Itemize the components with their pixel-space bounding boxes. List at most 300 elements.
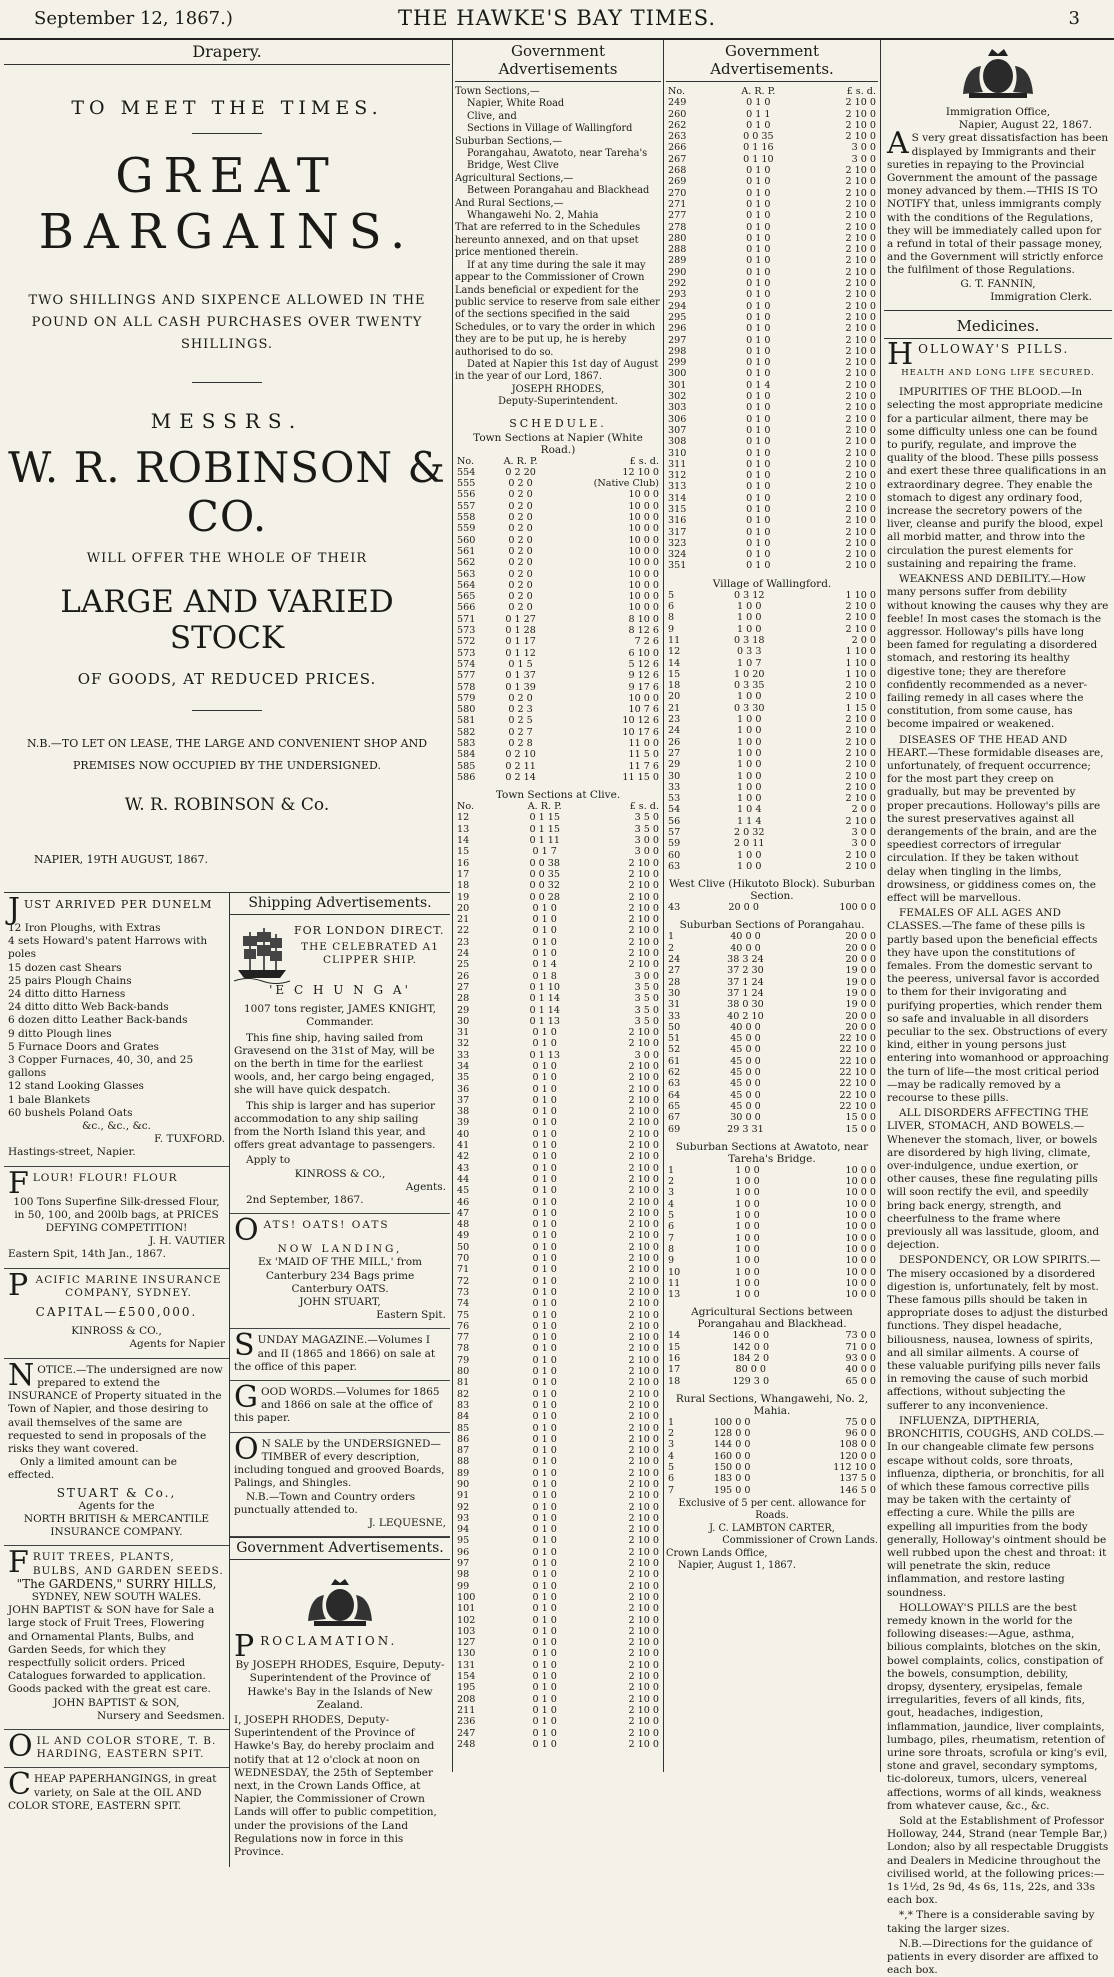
table-cell: 2 10 0: [628, 1490, 659, 1502]
column-government-1: [455, 40, 661, 1772]
table-row: [455, 1050, 661, 1061]
notice-body: NOTICE.—The undersigned are now prepared to extend the INSURANCE of Property situated in the Town of Napier, and those desiring to avail themselves of the same are requested to send in proposals of the risks they want covered.: [8, 1357, 223, 1455]
table-cell: 307: [668, 424, 687, 436]
table-cell: 195 0 0: [713, 1484, 751, 1496]
table-row: [455, 846, 661, 857]
table-row: [455, 704, 661, 715]
table-cell: 30: [457, 1015, 470, 1027]
table-cell: 1 0 0: [735, 1176, 760, 1188]
table-row: [455, 835, 661, 846]
table-cell: 2 10 0: [628, 1162, 659, 1174]
table-cell: 37 1 24: [727, 987, 764, 999]
table-cell: 50: [457, 1241, 470, 1253]
table-row: [666, 931, 878, 942]
table-cell: 0 1 0: [532, 1399, 557, 1411]
table-cell: 0 1 0: [746, 537, 771, 549]
nb-to-let: N.B.—TO LET ON LEASE, THE LARGE AND CONVENIENT SHOP AND PREMISES NOW OCCUPIED BY THE UNDERSIGNED.: [26, 737, 428, 772]
table-row: [455, 1468, 661, 1479]
proclamation-by: By JOSEPH RHODES, Esquire, Deputy-Superintendent of the Province of Hawke's Bay in the Islands of New Zealand.: [235, 1659, 445, 1711]
table-row: [455, 512, 661, 523]
table-row: [455, 959, 661, 970]
table-cell: 3 5 0: [634, 812, 659, 824]
table-cell: 96 0 0: [845, 1428, 876, 1440]
table-cell: 0 1 37: [505, 670, 536, 682]
table-row: [666, 943, 878, 954]
table-cell: 0 1 0: [532, 1648, 557, 1660]
table-cell: 146 5 0: [839, 1484, 876, 1496]
table-cell: 0 2 0: [508, 534, 533, 546]
table-cell: 0 1 0: [532, 1512, 557, 1524]
table-cell: 290: [668, 266, 687, 278]
table-cell: 2 10 0: [845, 503, 876, 515]
table-row: [455, 1343, 661, 1354]
table-row: [666, 965, 878, 976]
table-cell: 22 10 0: [839, 1055, 876, 1067]
table-cell: 583: [457, 737, 476, 749]
table-cell: 67: [668, 1112, 681, 1124]
table-cell: 40 0 0: [730, 942, 761, 954]
table-cell: 266: [668, 142, 687, 154]
table-cell: 2 10 0: [628, 868, 659, 880]
table-cell: 579: [457, 692, 476, 704]
table-cell: 2 10 0: [628, 925, 659, 937]
table-row: [455, 1490, 661, 1501]
table-cell: 85: [457, 1422, 470, 1434]
table-cell: 80: [457, 1366, 470, 1378]
agricultural-table: [666, 1330, 878, 1386]
table-cell: 0 2 0: [508, 545, 533, 557]
table-cell: 2 10 0: [628, 1456, 659, 1468]
table-row: [666, 560, 878, 571]
table-cell: 0 1 0: [746, 176, 771, 188]
table-cell: 2 10 0: [845, 492, 876, 504]
table-cell: 37 2 30: [727, 965, 764, 977]
table-cell: 22 10 0: [839, 1100, 876, 1112]
table-cell: 31: [457, 1027, 470, 1039]
intro-body-2: If at any time during the sale it may appear to the Commissioner of Crown Lands beneficial or expedient for the public service to reserve from sale either of the sections specified in the said Schedules, or to vary the order in which they are to be put up, he is hereby authorised to do so.: [455, 259, 660, 358]
table-cell: 8: [668, 612, 675, 624]
table-row: [455, 659, 661, 670]
col-no: No.: [457, 801, 475, 813]
table-cell: 0 3 35: [733, 680, 765, 692]
immigration-office: Immigration Office,: [945, 106, 1051, 118]
table-row: [455, 858, 661, 869]
column-rule: [452, 40, 453, 1772]
table-cell: 48: [457, 1219, 470, 1231]
table-cell: 0 1 0: [746, 221, 771, 233]
table-cell: 1: [668, 1164, 675, 1176]
table-cell: 0 1 0: [746, 402, 771, 414]
list-item: 4 sets Howard's patent Harrows with poles: [8, 935, 208, 961]
col-price: £ s. d.: [629, 455, 659, 467]
table-cell: 2 10 0: [845, 255, 876, 267]
porangahau-title: Suburban Sections of Porangahau.: [679, 919, 865, 932]
fruit-trade: Nursery and Seedsmen.: [97, 1709, 225, 1722]
table-cell: 0 0 32: [529, 880, 560, 892]
fruit-signature: JOHN BAPTIST & SON,: [53, 1696, 180, 1709]
table-cell: 2 10 0: [845, 300, 876, 312]
table-cell: 1 0 0: [735, 1198, 760, 1210]
table-cell: 0 1 12: [505, 647, 536, 659]
table-cell: 2 10 0: [845, 770, 876, 782]
section-heading-government-continued: Government Advertisements.: [666, 40, 878, 82]
table-cell: 112 10 0: [833, 1462, 876, 1474]
table-cell: 2 10 0: [628, 1253, 659, 1265]
table-cell: 2 10 0: [628, 1185, 659, 1197]
subcolumn-right: [230, 893, 450, 1867]
table-cell: 10 0 0: [845, 1221, 876, 1233]
table-cell: 4: [668, 1450, 675, 1462]
sunday-magazine-ad: SUNDAY MAGAZINE.—Volumes I and II (1865 and 1866) on sale at the office of this paper.: [230, 1329, 450, 1381]
table-cell: 33: [457, 1049, 470, 1061]
table-cell: 2 10 0: [845, 334, 876, 346]
table-cell: 2 10 0: [628, 1061, 659, 1072]
table-cell: 2 10 0: [628, 1027, 659, 1039]
col-price: £ s. d.: [629, 801, 659, 813]
table-row: [455, 1163, 661, 1174]
table-cell: 0 1 0: [532, 948, 557, 960]
table-row: [666, 1473, 878, 1484]
table-cell: 11 5 0: [628, 749, 659, 761]
medicine-paragraph: N.B.—Directions for the guidance of patients in every disorder are affixed to each box.: [887, 1937, 1099, 1977]
table-cell: 65 0 0: [845, 1375, 876, 1387]
table-row: [455, 1332, 661, 1343]
table-row: [455, 1716, 661, 1727]
table-row: [455, 682, 661, 693]
holloways-pills-ad: [884, 337, 1112, 1977]
will-offer: WILL OFFER THE WHOLE OF THEIR: [86, 551, 368, 566]
table-cell: 13: [457, 823, 470, 835]
list-item: 6 dozen ditto Leather Back-bands: [8, 1014, 188, 1027]
table-cell: 2 10 0: [845, 470, 876, 482]
table-cell: 6 10 0: [628, 647, 659, 659]
flour-body: 100 Tons Superfine Silk-dressed Flour, in 50, 100, and 200lb bags, at PRICES DEFYING COMPETITION!: [13, 1195, 220, 1235]
table-cell: 268: [668, 165, 687, 177]
table-cell: 0 2 7: [508, 726, 533, 738]
table-row: [455, 948, 661, 959]
table-cell: 2 10 0: [628, 1320, 659, 1332]
table-cell: 2 10 0: [628, 1716, 659, 1728]
dated: Dated at Napier this 1st day of August in the year of our Lord, 1867.: [455, 358, 659, 383]
table-cell: 296: [668, 323, 687, 335]
table-cell: 582: [457, 726, 476, 738]
table-row: [455, 1016, 661, 1027]
table-row: [455, 715, 661, 726]
table-cell: 40 0 0: [730, 1021, 761, 1033]
table-cell: 0 1 0: [746, 368, 771, 380]
table-cell: 2 10 0: [845, 612, 876, 624]
table-cell: 2 10 0: [628, 1682, 659, 1694]
table-cell: 0 1 0: [532, 1558, 557, 1570]
reduced-prices: OF GOODS, AT REDUCED PRICES.: [77, 670, 377, 688]
table-row: [455, 1174, 661, 1185]
table-cell: 19 0 0: [845, 965, 876, 977]
table-row: [666, 1289, 878, 1300]
table-cell: 0 1 0: [532, 1173, 557, 1185]
table-cell: 2: [668, 942, 675, 954]
table-cell: 298: [668, 345, 687, 357]
table-cell: 315: [668, 503, 687, 515]
table-cell: 249: [668, 97, 687, 109]
table-cell: 3 5 0: [634, 993, 659, 1005]
table-cell: 0 1 0: [746, 515, 771, 527]
table-row: [666, 1124, 878, 1135]
table-row: [666, 538, 878, 549]
table-row: [666, 312, 878, 323]
firm-name: W. R. ROBINSON & CO.: [8, 443, 446, 541]
notice-limited: Only a limited amount can be effected.: [8, 1456, 177, 1482]
table-cell: 12: [457, 812, 470, 824]
table-cell: 566: [457, 602, 476, 614]
timber-ad: [230, 1433, 450, 1537]
table-cell: 1 1 4: [737, 815, 762, 827]
table-row: [455, 648, 661, 659]
table-row: [455, 1671, 661, 1682]
table-cell: 44: [457, 1173, 470, 1185]
table-row: [455, 1038, 661, 1049]
table-cell: 0 1 15: [529, 812, 560, 824]
table-cell: 571: [457, 613, 476, 625]
table-cell: 20: [668, 691, 681, 703]
intro-line: Porangahau, Awatoto, near Tareha's Bridge, West Clive: [467, 148, 648, 172]
table-cell: 2 10 0: [845, 119, 876, 131]
table-cell: 37 1 24: [727, 976, 764, 988]
table-row: [455, 1456, 661, 1467]
table-cell: 0 1 0: [532, 1162, 557, 1174]
table-cell: 0 1 5: [508, 658, 533, 670]
table-row: [455, 1434, 661, 1445]
table-cell: 20 0 0: [845, 1010, 876, 1022]
section-heading-drapery: Drapery.: [4, 40, 450, 65]
table-cell: 23: [668, 714, 681, 726]
table-cell: 130: [457, 1648, 476, 1660]
table-cell: 0 1 0: [746, 447, 771, 459]
table-cell: 47: [457, 1207, 470, 1219]
table-row: [666, 1233, 878, 1244]
table-cell: 0 1 0: [532, 1546, 557, 1558]
table-cell: 0 1 0: [532, 1264, 557, 1276]
table-cell: 10 0 0: [845, 1289, 876, 1301]
table-cell: 0 3 18: [733, 634, 765, 646]
fruit-body: JOHN BAPTIST & SON have for Sale a large stock of Fruit Trees, Flowering and Ornamental Plants, Bulbs, and Garden Seeds, for which they respectfully solicit orders. Priced Catalogues forwarded to application. Goods packed with the great est care.: [8, 1604, 215, 1696]
crown-lands-date: Napier, August 1, 1867.: [678, 1559, 797, 1571]
list-item: &c., &c., &c.: [81, 1120, 152, 1133]
table-row: [455, 1569, 661, 1580]
medicine-paragraph: *,* There is a considerable saving by taking the larger sizes.: [887, 1909, 1095, 1935]
table-row: [455, 727, 661, 738]
table-cell: 7 2 6: [634, 636, 659, 648]
table-cell: 10 0 0: [628, 534, 659, 546]
table-cell: 64: [668, 1089, 681, 1101]
table-cell: 10 17 6: [622, 726, 659, 738]
table-cell: 93: [457, 1512, 470, 1524]
table-cell: 6: [668, 601, 675, 613]
table-cell: 0 1 0: [746, 458, 771, 470]
table-cell: 45 0 0: [730, 1033, 761, 1045]
table-cell: 0 1 0: [532, 1038, 557, 1050]
table-cell: 128 0 0: [713, 1428, 751, 1440]
table-cell: 0 1 0: [532, 1286, 557, 1298]
table-row: [455, 993, 661, 1004]
table-cell: 0 1 0: [532, 1671, 557, 1683]
table-cell: 2 10 0: [628, 948, 659, 960]
table-row: [666, 1485, 878, 1496]
table-cell: 0 2 0: [508, 489, 533, 501]
table-cell: 293: [668, 289, 687, 301]
medicine-paragraph: Sold at the Establishment of Professor Holloway, 244, Strand (near Temple Bar,) London; also by all respectable Druggists and Dealers in Medicine throughout the civilised world, at the following prices:—1s 1½d, 2s 9d, 4s 6s, 11s, 22s, and 33s each box.: [887, 1814, 1109, 1907]
table-cell: 0 1 0: [532, 1727, 557, 1739]
table-cell: 32: [457, 1038, 470, 1050]
table-cell: 312: [668, 470, 687, 482]
table-row: [666, 624, 878, 635]
clive-title: Town Sections at Clive.: [495, 789, 621, 802]
table-cell: 1 10 0: [845, 589, 876, 601]
table-cell: 2 10 0: [628, 1422, 659, 1434]
table-cell: 88: [457, 1456, 470, 1468]
table-cell: 556: [457, 489, 476, 501]
table-row: [455, 1298, 661, 1309]
table-cell: 0 1 13: [529, 1015, 560, 1027]
table-row: [666, 165, 878, 176]
table-cell: 1 0 0: [735, 1187, 760, 1199]
table-cell: 2 10 0: [845, 232, 876, 244]
table-cell: 2 10 0: [628, 1704, 659, 1716]
table-cell: 23: [457, 936, 470, 948]
table-row: [666, 109, 878, 120]
table-cell: 101: [457, 1603, 476, 1615]
table-row: [455, 1276, 661, 1287]
table-cell: 0 1 0: [532, 1603, 557, 1615]
table-cell: 2 10 0: [845, 424, 876, 436]
table-header-row: [455, 456, 661, 467]
table-cell: 78: [457, 1343, 470, 1355]
table-cell: 0 1 14: [529, 1004, 560, 1016]
table-row: [455, 591, 661, 602]
oil-color-store-ad: OIL AND COLOR STORE, T. B. HARDING, EASTERN SPIT.: [4, 1730, 229, 1768]
table-row: [455, 693, 661, 704]
health-secured: HEALTH AND LONG LIFE SECURED.: [901, 368, 1095, 379]
list-item: 15 dozen cast Shears: [8, 961, 122, 974]
table-cell: 61: [668, 1055, 681, 1067]
table-cell: 2 10 0: [628, 1580, 659, 1592]
table-cell: 0 1 0: [532, 1366, 557, 1378]
table-cell: 10 0 0: [628, 489, 659, 501]
table-cell: 150 0 0: [713, 1462, 751, 1474]
timber-nb: N.B.—Town and Country orders punctually attended to.: [234, 1490, 416, 1516]
table-row: [455, 523, 661, 534]
table-cell: 0 1 0: [746, 481, 771, 493]
table-row: [666, 97, 878, 108]
table-cell: 0 1 16: [743, 142, 774, 154]
table-cell: 10 0 0: [628, 568, 659, 580]
table-cell: 10 0 0: [628, 557, 659, 569]
list-item: 9 ditto Plough lines: [8, 1027, 112, 1040]
table-cell: 2 10 0: [845, 311, 876, 323]
table-cell: 0 1 0: [746, 345, 771, 357]
table-cell: 45 0 0: [730, 1100, 761, 1112]
table-cell: 40 0 0: [730, 931, 761, 943]
table-cell: 267: [668, 153, 687, 165]
table-row: [455, 1287, 661, 1298]
table-cell: 2 0 11: [733, 838, 765, 850]
table-row: [455, 478, 661, 489]
table-row: [666, 1462, 878, 1473]
table-cell: 38 3 24: [727, 954, 764, 966]
pacific-signature: KINROSS & CO.,: [71, 1325, 162, 1338]
table-cell: 0 1 0: [746, 165, 771, 177]
apply-to: Apply to: [246, 1154, 291, 1167]
commissioner-title: Commissioner of Crown Lands.: [722, 1535, 878, 1547]
table-cell: 33: [668, 1010, 681, 1022]
table-cell: 0 2 0: [508, 478, 533, 490]
table-cell: 0 1 4: [746, 379, 771, 391]
echunga-body-2: This ship is larger and has superior accommodation to any ship sailing from the North Island this year, and offers great advantage to passengers.: [234, 1099, 436, 1152]
table-cell: 301: [668, 379, 687, 391]
list-item: 24 ditto ditto Harness: [8, 988, 126, 1001]
intro-body: That are referred to in the Schedules hereunto annexed, and on that upset price mentioned therein.: [455, 222, 641, 259]
table-cell: 0 1 1: [746, 108, 771, 120]
table-cell: 41: [457, 1140, 470, 1152]
table-row: [666, 1165, 878, 1176]
timber-body: ON SALE by the UNDERSIGNED— TIMBER of every description, including tongued and grooved Boards, Palings, and Shingles.: [234, 1431, 445, 1490]
table-cell: 4: [668, 1198, 675, 1210]
table-cell: 2 10 0: [628, 1399, 659, 1411]
table-cell: 3 0 0: [634, 846, 659, 858]
col-arp: A. R. P.: [503, 455, 538, 467]
table-cell: 0 1 0: [746, 323, 771, 335]
table-cell: 82: [457, 1388, 470, 1400]
table-cell: 0 1 0: [532, 1275, 557, 1287]
table-cell: 1 15 0: [845, 702, 876, 714]
table-cell: 52: [668, 1044, 681, 1056]
table-cell: 1 0 20: [733, 668, 765, 680]
table-row: [455, 749, 661, 760]
table-row: [455, 824, 661, 835]
table-row: [455, 1230, 661, 1241]
table-row: [666, 703, 878, 714]
fruit-gardens: "The GARDENS," SURRY HILLS,: [16, 1576, 217, 1591]
table-cell: 22 10 0: [839, 1044, 876, 1056]
table-cell: 35: [457, 1072, 470, 1084]
wallingford-table: [666, 590, 878, 872]
table-cell: 1 0 0: [737, 759, 762, 771]
table-cell: 45 0 0: [730, 1078, 761, 1090]
table-cell: 2 10 0: [628, 1524, 659, 1536]
table-row: [455, 812, 661, 823]
table-cell: 2 10 0: [628, 1478, 659, 1490]
table-cell: 2 10 0: [628, 1388, 659, 1400]
table-cell: 2 10 0: [628, 1603, 659, 1615]
table-cell: 108 0 0: [839, 1439, 876, 1451]
table-cell: 2 10 0: [628, 1038, 659, 1050]
list-item: 5 Furnace Doors and Grates: [8, 1040, 159, 1053]
table-row: [455, 1705, 661, 1716]
table-row: [666, 233, 878, 244]
table-cell: 2 10 0: [628, 1501, 659, 1513]
table-cell: 0 1 0: [532, 1569, 557, 1581]
echunga-agents-label: Agents.: [405, 1180, 446, 1193]
table-cell: 351: [668, 560, 687, 572]
table-row: [455, 772, 661, 783]
oats-ad: [230, 1214, 450, 1329]
table-cell: 3: [668, 1439, 675, 1451]
table-cell: 289: [668, 255, 687, 267]
table-cell: 2 10 0: [628, 1241, 659, 1253]
table-cell: 269: [668, 176, 687, 188]
table-cell: 2 10 0: [628, 1106, 659, 1118]
intro-line: Suburban Sections,—: [455, 135, 563, 147]
table-cell: 0 1 0: [746, 413, 771, 425]
